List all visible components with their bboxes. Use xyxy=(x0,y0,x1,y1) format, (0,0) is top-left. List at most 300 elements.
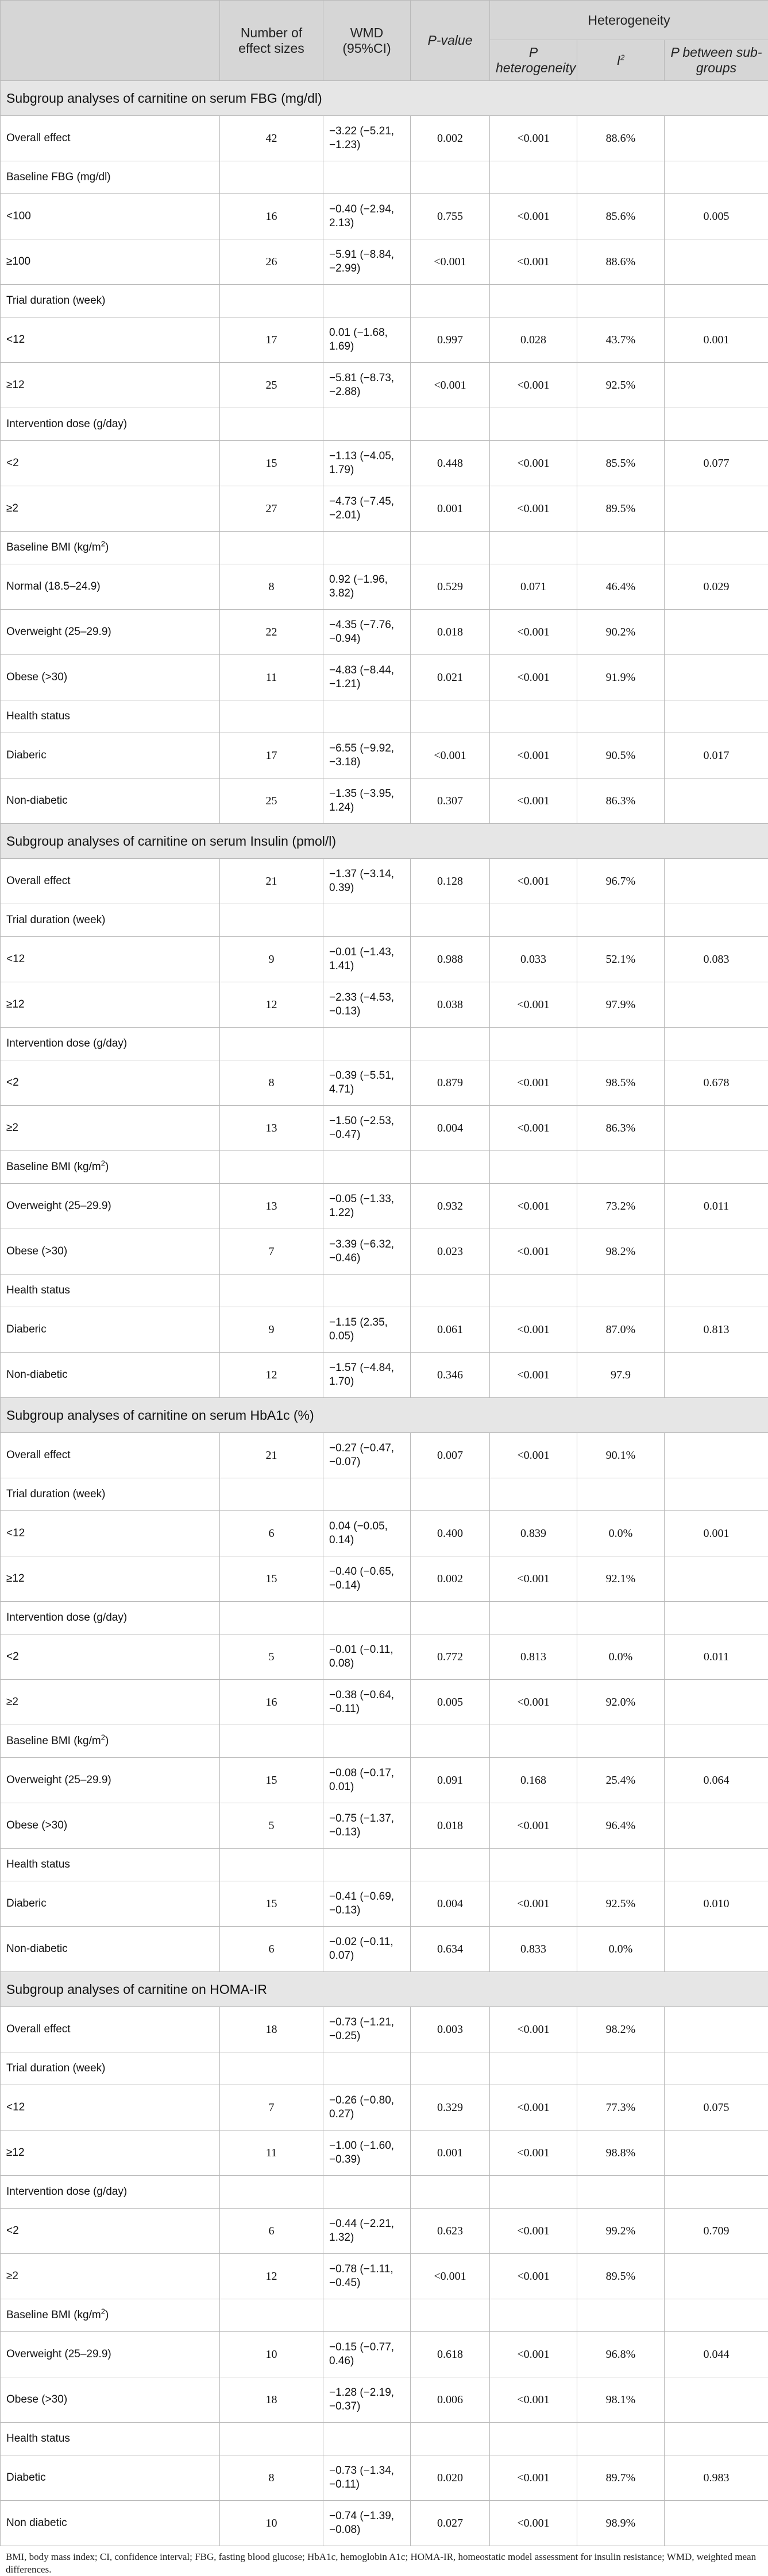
effect-sizes-cell: 17 xyxy=(220,733,323,778)
p-value-cell: 0.772 xyxy=(411,1634,490,1680)
subgroup-label: Baseline BMI $(kg/m^2)$ xyxy=(1,1725,220,1758)
row-label: <12 xyxy=(1,317,220,363)
p-value-cell: 0.128 xyxy=(411,859,490,904)
row-label: Diaberic xyxy=(1,1881,220,1927)
p-between-cell xyxy=(665,610,768,655)
empty-cell xyxy=(411,1028,490,1060)
header-i2 xyxy=(577,40,665,81)
wmd-cell: −3.39 (−6.32, −0.46) xyxy=(323,1229,411,1275)
p-between-cell xyxy=(665,1556,768,1602)
row-label: Overweight (25–29.9) xyxy=(1,1184,220,1229)
wmd-cell: −0.27 (−0.47, −0.07) xyxy=(323,1433,411,1478)
p-between-cell: 0.029 xyxy=(665,564,768,610)
table-row xyxy=(1,116,768,161)
empty-cell xyxy=(323,1151,411,1184)
p-heterogeneity-cell: <0.001 xyxy=(490,2085,577,2130)
table-row xyxy=(1,2332,768,2377)
empty-cell xyxy=(665,1478,768,1511)
empty-cell xyxy=(411,700,490,733)
table-row xyxy=(1,1511,768,1556)
wmd-cell: −1.35 (−3.95, 1.24) xyxy=(323,778,411,824)
p-heterogeneity-cell: <0.001 xyxy=(490,441,577,486)
i2-cell: 86.3% xyxy=(577,778,665,824)
section-header-row xyxy=(1,1972,768,2007)
p-value-cell: 0.091 xyxy=(411,1758,490,1803)
effect-sizes-cell: 21 xyxy=(220,859,323,904)
table-row xyxy=(1,1927,768,1972)
subgroup-label-row xyxy=(1,161,768,194)
table-header xyxy=(1,1,768,81)
subgroup-label-row xyxy=(1,1725,768,1758)
effect-sizes-cell: 7 xyxy=(220,2085,323,2130)
table-row xyxy=(1,239,768,285)
section-header-row xyxy=(1,824,768,859)
p-heterogeneity-cell: <0.001 xyxy=(490,2501,577,2546)
table-row xyxy=(1,1433,768,1478)
p-between-cell: 0.005 xyxy=(665,194,768,239)
section-title: Subgroup analyses of carnitine on HOMA-IR xyxy=(1,1972,768,2007)
row-label: <12 xyxy=(1,2085,220,2130)
empty-cell xyxy=(323,1028,411,1060)
wmd-cell: −0.38 (−0.64, −0.11) xyxy=(323,1680,411,1725)
p-value-cell: 0.004 xyxy=(411,1106,490,1151)
i2-cell: 89.7% xyxy=(577,2455,665,2501)
table-row xyxy=(1,982,768,1028)
subgroup-label-row xyxy=(1,2052,768,2085)
subgroup-label: Baseline BMI $(kg/m^2)$ xyxy=(1,532,220,564)
p-between-cell xyxy=(665,655,768,700)
p-heterogeneity-cell: 0.028 xyxy=(490,317,577,363)
effect-sizes-cell: 13 xyxy=(220,1184,323,1229)
p-between-cell: 0.064 xyxy=(665,1758,768,1803)
empty-cell xyxy=(665,700,768,733)
table-row xyxy=(1,1229,768,1275)
empty-cell xyxy=(665,1275,768,1307)
empty-cell xyxy=(577,1849,665,1881)
table-row xyxy=(1,1556,768,1602)
section-header-row xyxy=(1,1398,768,1433)
p-heterogeneity-cell: <0.001 xyxy=(490,1881,577,1927)
wmd-cell: −0.73 (−1.34, −0.11) xyxy=(323,2455,411,2501)
empty-cell xyxy=(577,1478,665,1511)
empty-cell xyxy=(323,532,411,564)
wmd-cell: −0.73 (−1.21, −0.25) xyxy=(323,2007,411,2052)
subgroup-label-row xyxy=(1,1275,768,1307)
p-between-cell: 0.001 xyxy=(665,1511,768,1556)
empty-cell xyxy=(490,161,577,194)
p-between-cell xyxy=(665,2130,768,2176)
effect-sizes-cell: 21 xyxy=(220,1433,323,1478)
empty-cell xyxy=(411,1602,490,1634)
empty-cell xyxy=(220,2052,323,2085)
empty-cell xyxy=(323,700,411,733)
p-value-cell: 0.001 xyxy=(411,2130,490,2176)
table-row xyxy=(1,2455,768,2501)
subgroup-label: Baseline BMI $(kg/m^2)$ xyxy=(1,1151,220,1184)
wmd-cell: −0.44 (−2.21, 1.32) xyxy=(323,2209,411,2254)
subgroup-label: Health status xyxy=(1,700,220,733)
empty-cell xyxy=(220,161,323,194)
empty-cell xyxy=(323,2299,411,2332)
table-row xyxy=(1,2130,768,2176)
empty-cell xyxy=(323,1602,411,1634)
effect-sizes-cell: 26 xyxy=(220,239,323,285)
empty-cell xyxy=(323,1275,411,1307)
row-label: Diaberic xyxy=(1,1307,220,1353)
p-value-cell: 0.005 xyxy=(411,1680,490,1725)
subgroup-label: Intervention dose (g/day) xyxy=(1,1028,220,1060)
p-value-cell: 0.006 xyxy=(411,2377,490,2423)
p-heterogeneity-cell: <0.001 xyxy=(490,486,577,532)
table-row xyxy=(1,1184,768,1229)
effect-sizes-cell: 18 xyxy=(220,2377,323,2423)
p-heterogeneity-cell: <0.001 xyxy=(490,1803,577,1849)
effect-sizes-cell: 7 xyxy=(220,1229,323,1275)
i2-cell: 91.9% xyxy=(577,655,665,700)
p-between-cell xyxy=(665,363,768,408)
header-p-between-text: P between sub-groups xyxy=(671,45,762,75)
i2-cell: 92.1% xyxy=(577,1556,665,1602)
i2-cell: 87.0% xyxy=(577,1307,665,1353)
p-heterogeneity-cell: 0.071 xyxy=(490,564,577,610)
p-heterogeneity-cell: <0.001 xyxy=(490,1184,577,1229)
row-label: <2 xyxy=(1,1060,220,1106)
row-label: Non-diabetic xyxy=(1,778,220,824)
p-value-cell: <0.001 xyxy=(411,239,490,285)
row-label: ≥2 xyxy=(1,2254,220,2299)
empty-cell xyxy=(577,2299,665,2332)
table-row xyxy=(1,363,768,408)
p-between-cell xyxy=(665,1803,768,1849)
p-heterogeneity-cell: 0.839 xyxy=(490,1511,577,1556)
table-row xyxy=(1,1353,768,1398)
empty-cell xyxy=(220,285,323,317)
p-heterogeneity-cell: <0.001 xyxy=(490,859,577,904)
effect-sizes-cell: 12 xyxy=(220,982,323,1028)
i2-cell: 90.1% xyxy=(577,1433,665,1478)
table-row xyxy=(1,1881,768,1927)
row-label: Overweight (25–29.9) xyxy=(1,2332,220,2377)
p-value-cell: 0.346 xyxy=(411,1353,490,1398)
p-between-cell xyxy=(665,982,768,1028)
wmd-cell: −0.75 (−1.37, −0.13) xyxy=(323,1803,411,1849)
empty-cell xyxy=(411,1849,490,1881)
effect-sizes-cell: 8 xyxy=(220,2455,323,2501)
i2-cell: 90.2% xyxy=(577,610,665,655)
wmd-cell: −4.73 (−7.45, −2.01) xyxy=(323,486,411,532)
p-value-cell: 0.018 xyxy=(411,1803,490,1849)
empty-cell xyxy=(323,408,411,441)
effect-sizes-cell: 11 xyxy=(220,2130,323,2176)
i2-cell: 86.3% xyxy=(577,1106,665,1151)
table-row xyxy=(1,2085,768,2130)
p-between-cell: 0.983 xyxy=(665,2455,768,2501)
p-value-cell: 0.061 xyxy=(411,1307,490,1353)
effect-sizes-cell: 13 xyxy=(220,1106,323,1151)
effect-sizes-cell: 9 xyxy=(220,1307,323,1353)
table-row xyxy=(1,1680,768,1725)
i2-cell: 43.7% xyxy=(577,317,665,363)
empty-cell xyxy=(577,161,665,194)
i2-cell: 96.4% xyxy=(577,1803,665,1849)
wmd-cell: −1.28 (−2.19, −0.37) xyxy=(323,2377,411,2423)
empty-cell xyxy=(411,161,490,194)
p-value-cell: 0.018 xyxy=(411,610,490,655)
table-footnote: BMI, body mass index; CI, confidence interval; FBG, fasting blood glucose; HbA1c, hemoglobin A1c; HOMA-IR, homeostatic model assessment for insulin resistance; WMD, weighted mean differences. xyxy=(0,2546,768,2576)
p-value-cell: 0.038 xyxy=(411,982,490,1028)
p-value-cell: 0.020 xyxy=(411,2455,490,2501)
wmd-cell: −1.00 (−1.60, −0.39) xyxy=(323,2130,411,2176)
wmd-cell: −1.50 (−2.53, −0.47) xyxy=(323,1106,411,1151)
row-label: ≥2 xyxy=(1,1680,220,1725)
p-value-cell: <0.001 xyxy=(411,363,490,408)
wmd-cell: −0.40 (−0.65, −0.14) xyxy=(323,1556,411,1602)
subgroup-label: Baseline FBG (mg/dl) xyxy=(1,161,220,194)
p-value-cell: 0.879 xyxy=(411,1060,490,1106)
p-between-cell xyxy=(665,2377,768,2423)
p-value-cell: 0.618 xyxy=(411,2332,490,2377)
row-label: ≥12 xyxy=(1,2130,220,2176)
p-between-cell xyxy=(665,859,768,904)
empty-cell xyxy=(577,2052,665,2085)
p-between-cell: 0.017 xyxy=(665,733,768,778)
empty-cell xyxy=(411,2176,490,2209)
i2-cell: 88.6% xyxy=(577,239,665,285)
i2-cell: 92.5% xyxy=(577,1881,665,1927)
p-between-cell xyxy=(665,1229,768,1275)
empty-cell xyxy=(665,1028,768,1060)
header-heterogeneity: Heterogeneity xyxy=(490,1,768,40)
wmd-cell: −0.74 (−1.39, −0.08) xyxy=(323,2501,411,2546)
wmd-cell: −5.81 (−8.73, −2.88) xyxy=(323,363,411,408)
i2-cell: 89.5% xyxy=(577,486,665,532)
empty-cell xyxy=(665,1725,768,1758)
i2-cell: 0.0% xyxy=(577,1634,665,1680)
table-row xyxy=(1,441,768,486)
empty-cell xyxy=(220,1849,323,1881)
empty-cell xyxy=(577,2176,665,2209)
table-row xyxy=(1,2377,768,2423)
i2-cell: 97.9% xyxy=(577,982,665,1028)
effect-sizes-cell: 11 xyxy=(220,655,323,700)
empty-cell xyxy=(665,2052,768,2085)
wmd-cell: −1.13 (−4.05, 1.79) xyxy=(323,441,411,486)
row-label: Obese (>30) xyxy=(1,1229,220,1275)
p-heterogeneity-cell: <0.001 xyxy=(490,655,577,700)
row-label: <12 xyxy=(1,1511,220,1556)
header-p-value-text: P-value xyxy=(428,33,473,48)
empty-cell xyxy=(577,1725,665,1758)
table-row xyxy=(1,1060,768,1106)
empty-cell xyxy=(490,904,577,937)
row-label: Overall effect xyxy=(1,859,220,904)
p-between-cell xyxy=(665,1353,768,1398)
empty-cell xyxy=(220,1725,323,1758)
i2-cell: 98.1% xyxy=(577,2377,665,2423)
i2-cell: 77.3% xyxy=(577,2085,665,2130)
empty-cell xyxy=(577,408,665,441)
p-heterogeneity-cell: <0.001 xyxy=(490,2130,577,2176)
wmd-cell: 0.92 (−1.96, 3.82) xyxy=(323,564,411,610)
empty-cell xyxy=(411,2052,490,2085)
i2-cell: 73.2% xyxy=(577,1184,665,1229)
table-row xyxy=(1,1307,768,1353)
p-heterogeneity-cell: <0.001 xyxy=(490,2455,577,2501)
p-between-cell xyxy=(665,1680,768,1725)
row-label: <100 xyxy=(1,194,220,239)
table-row xyxy=(1,1803,768,1849)
effect-sizes-cell: 6 xyxy=(220,1511,323,1556)
p-value-cell: 0.329 xyxy=(411,2085,490,2130)
effect-sizes-cell: 6 xyxy=(220,2209,323,2254)
p-value-cell: 0.529 xyxy=(411,564,490,610)
row-label: Normal (18.5–24.9) xyxy=(1,564,220,610)
p-value-cell: 0.755 xyxy=(411,194,490,239)
wmd-cell: −0.39 (−5.51, 4.71) xyxy=(323,1060,411,1106)
header-wmd: WMD (95%CI) xyxy=(323,1,411,81)
effect-sizes-cell: 9 xyxy=(220,937,323,982)
row-label: Non-diabetic xyxy=(1,1353,220,1398)
subgroup-label-row xyxy=(1,2299,768,2332)
p-value-cell: 0.002 xyxy=(411,116,490,161)
p-between-cell xyxy=(665,486,768,532)
row-label: ≥12 xyxy=(1,1556,220,1602)
p-between-cell: 0.011 xyxy=(665,1634,768,1680)
wmd-cell: −4.83 (−8.44, −1.21) xyxy=(323,655,411,700)
wmd-cell: −2.33 (−4.53, −0.13) xyxy=(323,982,411,1028)
p-value-cell: 0.003 xyxy=(411,2007,490,2052)
i2-cell: 92.5% xyxy=(577,363,665,408)
table-row xyxy=(1,2501,768,2546)
row-label: Overweight (25–29.9) xyxy=(1,610,220,655)
wmd-cell: −1.37 (−3.14, 0.39) xyxy=(323,859,411,904)
subgroup-label-row xyxy=(1,700,768,733)
table-row xyxy=(1,937,768,982)
table-row xyxy=(1,1634,768,1680)
wmd-cell: −0.01 (−1.43, 1.41) xyxy=(323,937,411,982)
row-label: <2 xyxy=(1,441,220,486)
effect-sizes-cell: 10 xyxy=(220,2501,323,2546)
empty-cell xyxy=(220,1478,323,1511)
row-label: ≥2 xyxy=(1,486,220,532)
p-heterogeneity-cell: <0.001 xyxy=(490,1229,577,1275)
subgroup-label-row xyxy=(1,1028,768,1060)
p-between-cell xyxy=(665,2007,768,2052)
row-label: ≥2 xyxy=(1,1106,220,1151)
empty-cell xyxy=(665,2176,768,2209)
empty-cell xyxy=(323,2052,411,2085)
empty-cell xyxy=(665,2299,768,2332)
p-heterogeneity-cell: <0.001 xyxy=(490,2332,577,2377)
p-heterogeneity-cell: <0.001 xyxy=(490,982,577,1028)
table-row xyxy=(1,655,768,700)
p-heterogeneity-cell: <0.001 xyxy=(490,778,577,824)
table-row xyxy=(1,1106,768,1151)
effect-sizes-cell: 18 xyxy=(220,2007,323,2052)
effect-sizes-cell: 6 xyxy=(220,1927,323,1972)
row-label: Non-diabetic xyxy=(1,1927,220,1972)
empty-cell xyxy=(411,1478,490,1511)
p-value-cell: 0.448 xyxy=(411,441,490,486)
p-between-cell: 0.083 xyxy=(665,937,768,982)
row-label: Overall effect xyxy=(1,2007,220,2052)
effect-sizes-cell: 42 xyxy=(220,116,323,161)
p-value-cell: 0.400 xyxy=(411,1511,490,1556)
empty-cell xyxy=(665,408,768,441)
empty-cell xyxy=(577,1275,665,1307)
wmd-cell: −6.55 (−9.92, −3.18) xyxy=(323,733,411,778)
empty-cell xyxy=(411,408,490,441)
i2-cell: 98.2% xyxy=(577,1229,665,1275)
effect-sizes-cell: 15 xyxy=(220,1758,323,1803)
i2-cell: 92.0% xyxy=(577,1680,665,1725)
p-heterogeneity-cell: <0.001 xyxy=(490,2377,577,2423)
header-p-value xyxy=(411,1,490,81)
wmd-cell: −0.41 (−0.69, −0.13) xyxy=(323,1881,411,1927)
table-row xyxy=(1,194,768,239)
empty-cell xyxy=(323,2423,411,2455)
subgroup-label: Trial duration (week) xyxy=(1,1478,220,1511)
header-effect-sizes: Number of effect sizes xyxy=(220,1,323,81)
p-between-cell xyxy=(665,1927,768,1972)
table-row xyxy=(1,2254,768,2299)
empty-cell xyxy=(577,532,665,564)
wmd-cell: −5.91 (−8.84, −2.99) xyxy=(323,239,411,285)
effect-sizes-cell: 15 xyxy=(220,1556,323,1602)
row-label: Overweight (25–29.9) xyxy=(1,1758,220,1803)
subgroup-label: Intervention dose (g/day) xyxy=(1,2176,220,2209)
subgroup-label-row xyxy=(1,285,768,317)
table-row xyxy=(1,564,768,610)
i2-cell: 46.4% xyxy=(577,564,665,610)
table-row xyxy=(1,2209,768,2254)
empty-cell xyxy=(220,1028,323,1060)
p-value-cell: 0.023 xyxy=(411,1229,490,1275)
row-label: Obese (>30) xyxy=(1,2377,220,2423)
p-between-cell xyxy=(665,1433,768,1478)
effect-sizes-cell: 8 xyxy=(220,1060,323,1106)
p-between-cell xyxy=(665,239,768,285)
p-value-cell: 0.988 xyxy=(411,937,490,982)
empty-cell xyxy=(577,700,665,733)
p-heterogeneity-cell: <0.001 xyxy=(490,2007,577,2052)
empty-cell xyxy=(577,1151,665,1184)
row-label: Obese (>30) xyxy=(1,1803,220,1849)
row-label: Non diabetic xyxy=(1,2501,220,2546)
p-heterogeneity-cell: <0.001 xyxy=(490,1307,577,1353)
effect-sizes-cell: 22 xyxy=(220,610,323,655)
i2-cell: 52.1% xyxy=(577,937,665,982)
effect-sizes-cell: 27 xyxy=(220,486,323,532)
p-heterogeneity-cell: <0.001 xyxy=(490,2209,577,2254)
p-between-cell: 0.678 xyxy=(665,1060,768,1106)
wmd-cell: −1.15 (2.35, 0.05) xyxy=(323,1307,411,1353)
row-label: Overall effect xyxy=(1,1433,220,1478)
wmd-cell: 0.04 (−0.05, 0.14) xyxy=(323,1511,411,1556)
p-between-cell: 0.813 xyxy=(665,1307,768,1353)
table-row xyxy=(1,610,768,655)
empty-cell xyxy=(490,1151,577,1184)
empty-cell xyxy=(490,1602,577,1634)
empty-cell xyxy=(490,2299,577,2332)
table-row xyxy=(1,733,768,778)
wmd-cell: −0.01 (−0.11, 0.08) xyxy=(323,1634,411,1680)
p-heterogeneity-cell: <0.001 xyxy=(490,194,577,239)
effect-sizes-cell: 5 xyxy=(220,1634,323,1680)
p-between-cell xyxy=(665,116,768,161)
p-heterogeneity-cell: <0.001 xyxy=(490,239,577,285)
empty-cell xyxy=(665,1602,768,1634)
